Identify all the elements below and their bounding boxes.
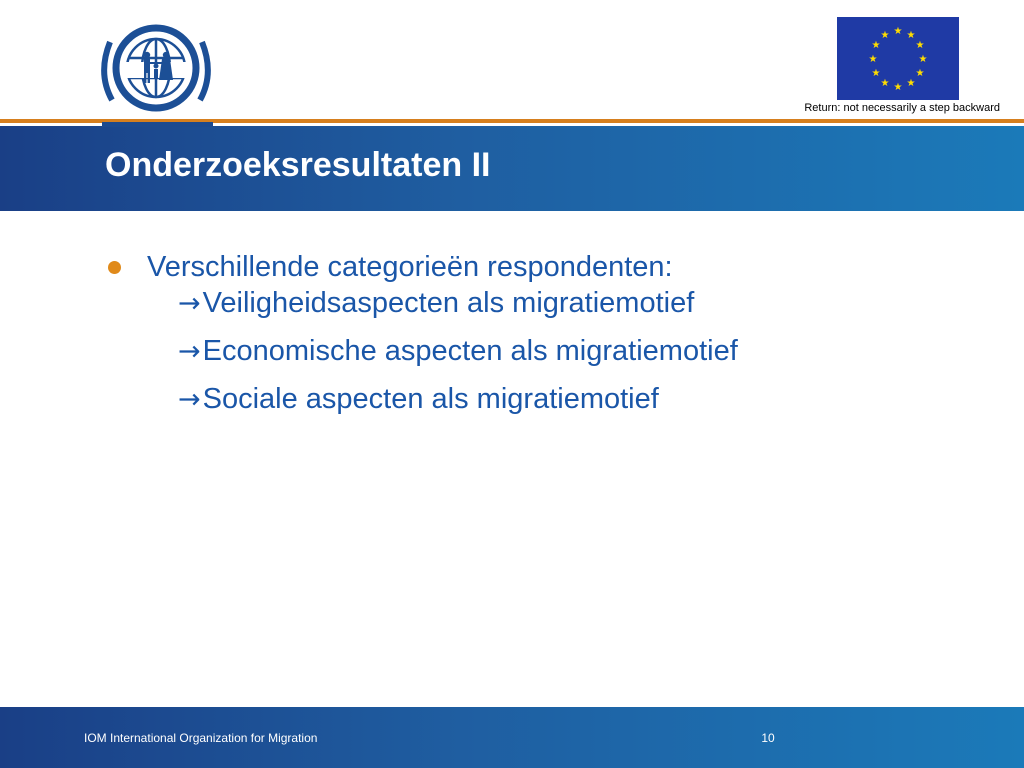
bullet-text: Verschillende categorieën respondenten: <box>147 250 673 283</box>
sub-item <box>178 287 988 335</box>
svg-text:★: ★ <box>915 40 925 51</box>
sub-item <box>178 383 988 431</box>
svg-text:★: ★ <box>906 78 916 89</box>
svg-text:★: ★ <box>868 54 878 65</box>
bullet-item <box>108 247 988 287</box>
arrow-right-icon: → <box>178 384 201 415</box>
page-number: 10 <box>761 731 775 745</box>
sub-item-text: Sociale aspecten als migratiemotief <box>202 383 659 415</box>
svg-text:★: ★ <box>893 26 903 37</box>
sub-item-text: Economische aspecten als migratiemotief <box>202 335 738 367</box>
slide-content <box>108 247 988 431</box>
arrow-right-icon: → <box>178 288 201 319</box>
bullet-dot-icon <box>108 261 121 274</box>
footer-organization: IOM International Organization for Migration <box>84 731 318 745</box>
svg-text:★: ★ <box>915 68 925 79</box>
svg-text:★: ★ <box>880 30 890 41</box>
svg-text:★: ★ <box>880 78 890 89</box>
iom-logo <box>100 22 212 112</box>
svg-text:★: ★ <box>918 54 928 65</box>
sub-item-text: Veiligheidsaspecten als migratiemotief <box>202 287 695 319</box>
title-tab <box>102 122 213 127</box>
eu-flag <box>837 17 959 100</box>
tagline: Return: not necessarily a step backward <box>804 102 1000 114</box>
eu-stars-icon <box>837 17 959 100</box>
svg-text:★: ★ <box>871 68 881 79</box>
svg-text:★: ★ <box>906 30 916 41</box>
svg-text:★: ★ <box>893 82 903 93</box>
svg-text:★: ★ <box>871 40 881 51</box>
arrow-right-icon: → <box>178 336 201 367</box>
sub-item <box>178 335 988 383</box>
slide-title: Onderzoeksresultaten II <box>105 146 491 184</box>
